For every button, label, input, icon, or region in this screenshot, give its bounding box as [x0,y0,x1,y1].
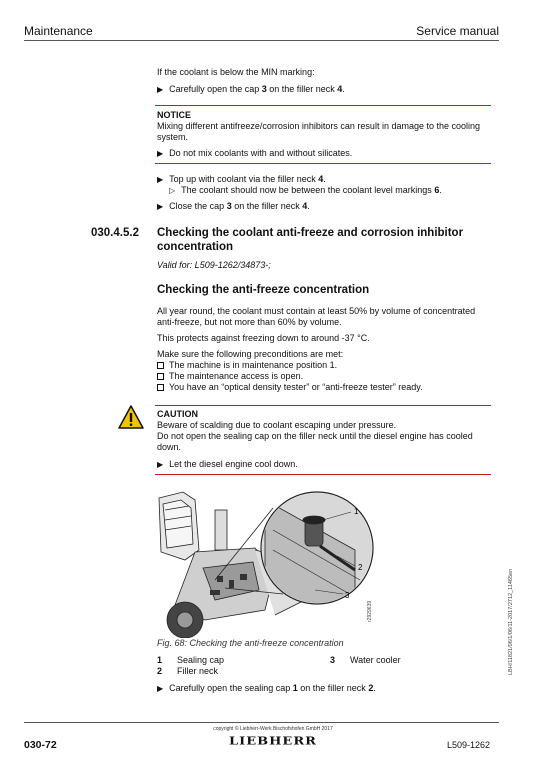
step-result: ▷ The coolant should now be between the coolant level markings 6. [169,185,442,195]
para-1a: All year round, the coolant must contain at least 50% by volume of concentrated [157,306,476,316]
para-3: Make sure the following preconditions are met: [157,349,344,359]
footer-model: L509-1262 [446,740,490,750]
callout-3: 3 [345,591,350,600]
valid-for: Valid for: L509-1262/34873-; [157,260,271,270]
legend-label-3: Water cooler [350,655,401,665]
legend-num-3: 3 [330,655,336,665]
check-item: The maintenance access is open. [157,371,303,382]
caution-text-3: down. [157,442,182,452]
section-title-2: concentration [157,241,234,253]
notice-bottom-rule [155,163,491,164]
result-arrow-icon: ▷ [169,186,176,195]
arrow-right-icon: ▶ [157,175,164,184]
para-2: This protects against freezing down to around -37 °C. [157,333,370,343]
subsection-title: Checking the anti-freeze concentration [157,284,370,296]
side-document-code: LBH/11821/06/1/06/11-2017/2712_11465en [508,568,514,675]
footer-divider [24,722,499,723]
footer-copyright: copyright © Liebherr-Werk Bischofshofen GmbH 2017 [213,726,333,732]
figure-caption: Fig. 68: Checking the anti-freeze concentration [157,638,344,648]
checkbox-icon [157,384,164,391]
callout-2: 2 [358,563,363,572]
legend-num-2: 2 [157,666,163,676]
para-1b: anti-freeze, but not more than 60% by volume. [157,317,342,327]
header-divider [24,40,499,41]
callout-1: 1 [354,507,359,516]
legend-label-2: Filler neck [177,666,219,676]
notice-text-1: Mixing different antifreeze/corrosion inhibitors can result in damage to the cooling [157,121,481,131]
caution-top-rule [155,405,491,406]
arrow-right-icon: ▶ [157,460,164,469]
warning-triangle-icon [118,405,144,429]
figure-image-id: r2929639 [367,600,373,622]
final-step: ▶ Carefully open the sealing cap 1 on the filler neck 2. [157,683,376,693]
legend-label-1: Sealing cap [177,655,225,665]
notice-text-2: system. [157,132,189,142]
figure-illustration [155,490,385,638]
notice-title: NOTICE [157,110,192,120]
checkbox-icon [157,373,164,380]
intro-step: ▶ Carefully open the cap 3 on the filler neck 4. [157,84,345,94]
arrow-right-icon: ▶ [157,149,164,158]
step-top-up: ▶ Top up with coolant via the filler neck 4. [157,174,326,184]
arrow-right-icon: ▶ [157,684,164,693]
check-item: You have an “optical density tester” or “anti-freeze tester” ready. [157,382,423,393]
arrow-right-icon: ▶ [157,85,164,94]
caution-bottom-rule [155,474,491,475]
caution-action: ▶ Let the diesel engine cool down. [157,459,298,469]
section-title-1: Checking the coolant anti-freeze and corrosion inhibitor [157,227,464,239]
header-right: Service manual [416,24,499,38]
legend-num-1: 1 [157,655,163,665]
checkbox-icon [157,362,164,369]
intro-line: If the coolant is below the MIN marking: [157,67,315,77]
header-left: Maintenance [24,24,93,38]
step-close-cap: ▶ Close the cap 3 on the filler neck 4. [157,201,310,211]
notice-action: ▶ Do not mix coolants with and without silicates. [157,148,353,158]
caution-text-2: Do not open the sealing cap on the filler neck until the diesel engine has cooled [157,431,473,441]
section-number: 030.4.5.2 [91,227,139,239]
check-item: The machine is in maintenance position 1. [157,360,337,371]
notice-top-rule [155,105,491,106]
arrow-right-icon: ▶ [157,202,164,211]
footer-brand-logo: LIEBHERR [229,735,317,748]
footer-page-number: 030-72 [24,739,57,751]
caution-text-1: Beware of scalding due to coolant escaping under pressure. [157,420,397,430]
caution-title: CAUTION [157,409,198,419]
